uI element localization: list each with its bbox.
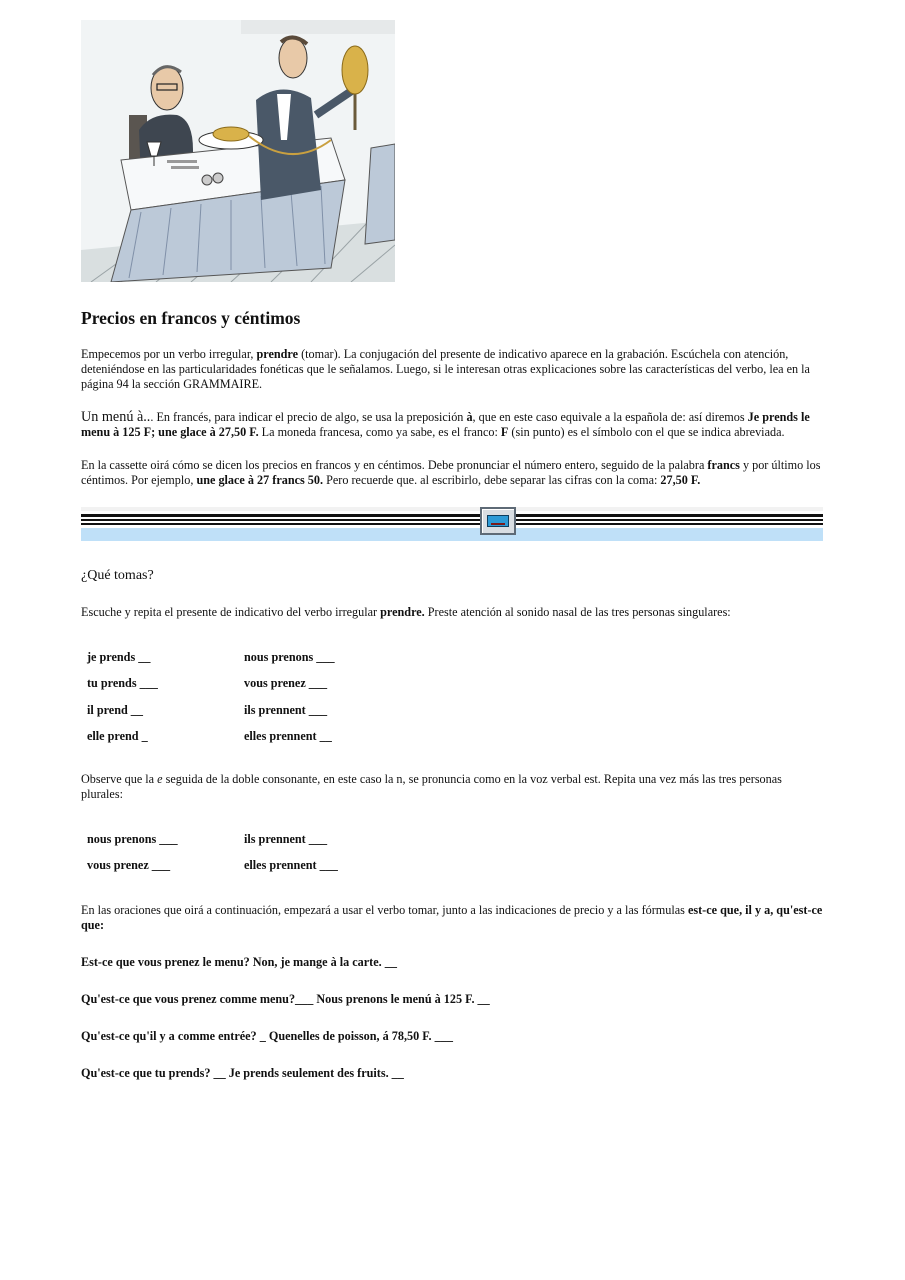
page-title: Precios en francos y céntimos [81,308,301,328]
table-row [87,644,335,671]
table-cell: elle prend _ [87,729,148,744]
formulas-text: est-ce que, il y a, qu'est-ce que: [81,903,823,932]
table-cell: il prend __ [87,702,143,717]
text-span: seguida de la doble consonante, en este caso la n, se pronuncia como en la voz verbal est. Repita una vez más las tres personas plurales: [81,772,782,801]
section-title: ¿Qué tomas? [81,568,154,583]
section2-paragraph-3 [81,903,823,933]
text-span: , que en este caso equivale a la española de: así diremos [472,410,748,424]
price-example: 27,50 F. [660,473,701,487]
divider-line [81,519,823,521]
table-row [87,826,338,853]
text-span: La moneda francesa, como ya sabe, es el franco: [258,425,501,439]
text-span: En las oraciones que oirá a continuación, empezará a usar el verbo tomar, junto a las indicaciones de precio y a las fórmulas [81,903,688,917]
text-span: Observe que la [81,772,158,786]
restaurant-cartoon-illustration [81,20,395,282]
intro-paragraph-1 [81,347,823,392]
divider-band-top [81,507,823,511]
exercise-sentence-4: Qu'est-ce que tu prends? __ Je prends seulement des fruits. __ [81,1066,404,1080]
text-span: Escuche y repita el presente de indicativo del verbo irregular [81,605,381,619]
preposition-a: à [466,410,473,424]
conjugation-table-singular [87,644,335,750]
divider-line [81,523,823,525]
table-cell: tu prends ___ [87,676,158,691]
text-span: y por último los céntimos. Por ejemplo, [81,458,821,487]
example-phrase: Je prends le menu à 125 F; une glace à 27,50 F. [81,410,810,439]
table-cell: ils prennent ___ [244,831,328,846]
divider-band [81,528,823,541]
exercise-sentence-2: Qu'est-ce que vous prenez comme menu?___ Nous prenons le menú à 125 F. __ [81,992,490,1006]
text-span: Preste atención al sonido nasal de las tres personas singulares: [424,605,731,619]
franc-symbol: F [500,425,509,439]
lead-text: Un menú à.. [81,409,151,425]
text-span: Empecemos por un verbo irregular, [81,347,257,361]
intro-paragraph-2 [81,410,823,440]
verb-prendre: prendre. [380,605,425,619]
table-cell: elles prennent __ [244,729,332,744]
example-phrase: une glace à 27 francs 50. [196,473,324,487]
exercise-sentence-1: Est-ce que vous prenez le menu? Non, je mange à la carte. __ [81,955,397,969]
word-francs: francs [707,458,740,472]
table-cell: vous prenez ___ [87,858,171,873]
button-slot [491,523,505,525]
page [81,20,823,1081]
cartoon-drawing [81,20,395,282]
conjugation-table-plural [87,826,338,879]
table-cell: ils prennent ___ [244,702,328,717]
verb-prendre: prendre [256,347,299,361]
table-cell: nous prenons ___ [244,649,335,664]
table-row [87,853,338,880]
table-row [87,671,335,698]
table-row [87,724,335,751]
intro-paragraph-3 [81,458,823,488]
text-span: (tomar). La conjugación del presente de indicativo aparece en la grabación. Escúchela con atención, deteniéndose en las particularidades fonéticas que le señalamos. Luego, si le interesan otras explicaciones sobre las características del verbo, lea en la página 94 la sección GRAMMAIRE. [81,347,810,391]
button-screen [487,515,509,527]
text-span: (sin punto) es el símbolo con el que se indica abreviada. [508,425,785,439]
table-cell: je prends __ [87,649,151,664]
divider-line [81,514,823,517]
letter-e: e [157,772,163,786]
section2-paragraph-1 [81,605,823,620]
text-span: En la cassette oirá cómo se dicen los precios en francos y en céntimos. Debe pronunciar el número entero, seguido de la palabra [81,458,708,472]
table-cell: vous prenez ___ [244,676,328,691]
table-cell: elles prennent ___ [244,858,338,873]
table-row [87,697,335,724]
exercise-sentence-3: Qu'est-ce qu'il y a comme entrée? _ Quenelles de poisson, á 78,50 F. ___ [81,1029,453,1043]
text-span: Pero recuerde que. al escribirlo, debe separar las cifras con la coma: [323,473,661,487]
section-divider [81,507,823,541]
audio-cassette-icon[interactable] [480,507,516,535]
table-cell: nous prenons ___ [87,831,178,846]
section2-paragraph-2 [81,772,823,802]
text-span: . En francés, para indicar el precio de algo, se usa la preposición [150,410,467,424]
